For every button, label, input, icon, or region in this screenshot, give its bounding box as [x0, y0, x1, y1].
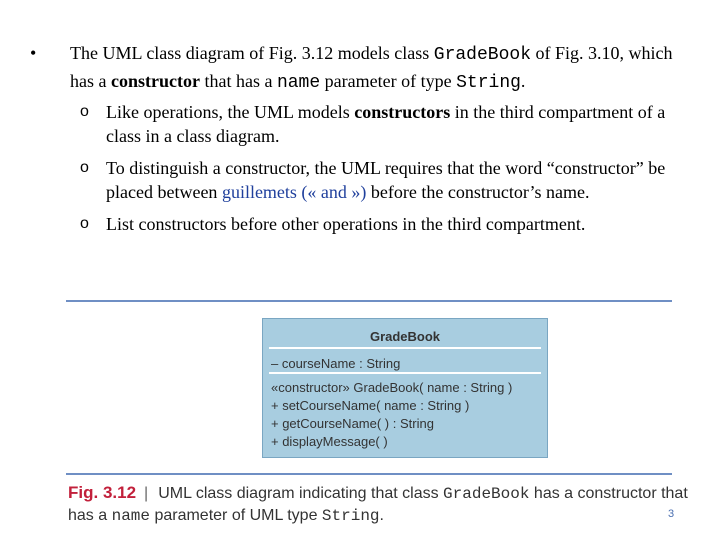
uml-attribute: – courseName : String	[271, 356, 401, 371]
text: List constructors before other operations in the third compartment.	[106, 214, 586, 234]
caption-text: has a constructor that has a	[68, 485, 688, 524]
caption-text: UML class diagram indicating that class	[158, 485, 444, 502]
main-bullet	[30, 40, 680, 96]
uml-divider	[269, 372, 541, 374]
caption-code: name	[111, 507, 150, 525]
text: Like operations, the UML models	[106, 102, 355, 122]
text: .	[520, 71, 526, 91]
caption-code: String	[321, 507, 380, 525]
uml-operations	[271, 379, 512, 451]
sub-bullet-1	[30, 100, 680, 148]
text: parameter of type	[320, 71, 457, 91]
bold-constructors: constructors	[354, 102, 451, 122]
uml-operation: + setCourseName( name : String )	[271, 398, 470, 413]
uml-operation: + displayMessage( )	[271, 434, 388, 449]
bullet-marker: •	[30, 43, 37, 63]
text: To distinguish a constructor, the UML requires that the word “constructor” be placed between	[106, 158, 666, 202]
uml-operation: + getCourseName( ) : String	[271, 416, 434, 431]
sub-bullet-marker: o	[80, 103, 89, 120]
code-gradebook: GradeBook	[433, 45, 531, 65]
text: of Fig. 3.10, which has a	[70, 43, 673, 91]
text: that has a	[199, 71, 277, 91]
uml-divider	[269, 347, 541, 349]
caption-divider	[66, 473, 672, 475]
uml-class-name: GradeBook	[369, 329, 441, 344]
sub-bullet-list	[30, 100, 680, 236]
sub-bullet-2	[30, 156, 680, 204]
caption-code: GradeBook	[443, 485, 530, 503]
uml-class-box	[262, 318, 548, 458]
slide-number: 3	[668, 508, 675, 520]
caption-text: parameter of UML type	[150, 507, 322, 524]
top-divider	[66, 300, 672, 302]
figure-caption	[68, 482, 688, 527]
bold-constructor: constructor	[110, 71, 200, 91]
figure-label: Fig. 3.12	[68, 483, 137, 502]
caption-separator: |	[144, 485, 149, 502]
code-name: name	[276, 73, 321, 93]
guillemets-text: guillemets (« and »)	[221, 182, 367, 202]
bullet-content	[30, 40, 680, 244]
sub-bullet-3	[30, 212, 680, 236]
caption-text: .	[379, 507, 384, 524]
sub-bullet-marker: o	[80, 215, 89, 232]
text: in the third compartment of a class in a class diagram.	[106, 102, 666, 146]
code-string: String	[456, 73, 521, 93]
text: before the constructor’s name.	[366, 182, 590, 202]
uml-operation: «constructor» GradeBook( name : String )	[271, 380, 513, 395]
sub-bullet-marker: o	[80, 159, 89, 176]
text: The UML class diagram of Fig. 3.12 models class	[70, 43, 434, 63]
